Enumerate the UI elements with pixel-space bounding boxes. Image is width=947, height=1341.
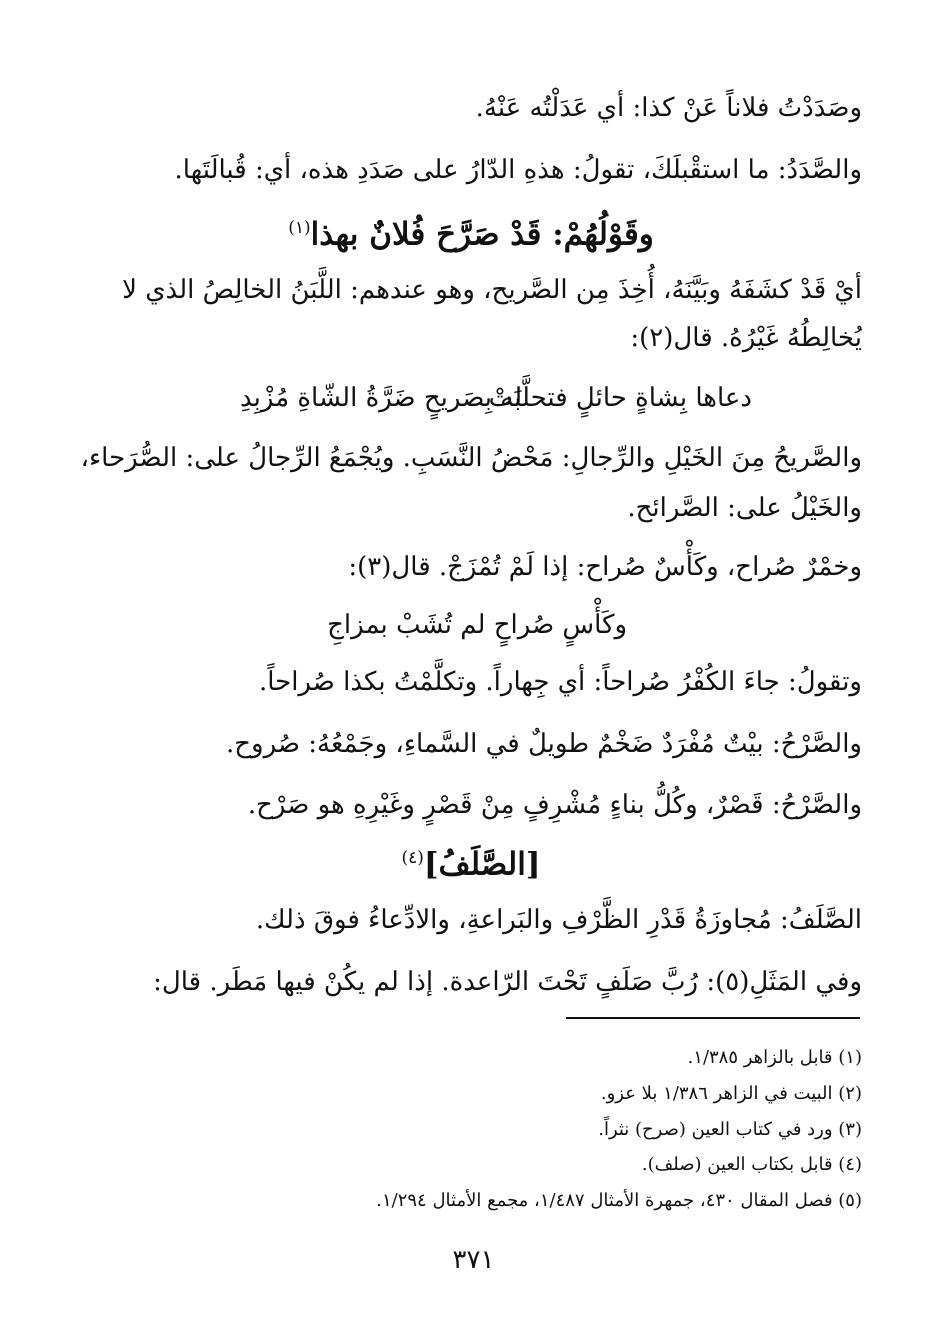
verse-hemistich-right: دعاها بِشاةٍ حائلٍ فتحلَّبَتْ bbox=[488, 383, 752, 413]
text-line: وتقولُ: جاءَ الكُفْرُ صُراحاً: أي جِهاراً. وتكلَّمْتُ بكذا صُراحاً. bbox=[258, 667, 862, 697]
text-line: أيْ قَدْ كشَفَهُ وبَيَّنَهُ، أُخِذَ مِن الصَّريح، وهو عندهم: اللَّبَنُ الخالِصُ الذي لا bbox=[122, 275, 862, 305]
text-line: والصَّرْحُ: قَصْرٌ، وكُلُّ بناءٍ مُشْرِفٍ مِنْ قَصْرٍ وغَيْرِهِ هو صَرْح. bbox=[247, 790, 862, 820]
section-heading-text: وقَوْلُهُمْ: قَدْ صَرَّحَ فُلانٌ بهذا bbox=[310, 216, 654, 253]
text-line: والصَّريحُ مِنَ الخَيْلِ والرِّجالِ: مَحْضُ النَّسَبِ. ويُجْمَعُ الرِّجالُ على: الصُّرَحاء، bbox=[80, 443, 862, 473]
footnote: (٤) قابل بكتاب العين (صلف). bbox=[641, 1154, 862, 1175]
text-line: وصَدَدْتُ فلاناً عَنْ كذا: أي عَدَلْتُه عَنْهُ. bbox=[475, 93, 862, 123]
text-line: يُخالِطُهُ غَيْرُهُ. قال(٢): bbox=[630, 323, 862, 353]
footnote-separator bbox=[566, 1017, 860, 1019]
footnote: (١) قابل بالزاهر ١/٣٨٥. bbox=[687, 1047, 862, 1068]
text-line: الصَّلَفُ: مُجاوزَةُ قَدْرِ الظَّرْفِ والبَراعةِ، والادِّعاءُ فوقَ ذلك. bbox=[255, 905, 862, 935]
footnote: (٥) فصل المقال ٤٣٠، جمهرة الأمثال ١/٤٨٧، مجمع الأمثال ١/٢٩٤. bbox=[376, 1190, 862, 1211]
footnote: (٣) ورد في كتاب العين (صرح) نثراً. bbox=[598, 1119, 862, 1140]
section-heading bbox=[80, 208, 862, 254]
text-line: والخَيْلُ على: الصَّرائح. bbox=[627, 493, 862, 523]
text-line: وفي المَثَلِ(٥): رُبَّ صَلَفٍ تَحْتَ الرّاعدة. إذا لم يكُنْ فيها مَطَر. قال: bbox=[153, 967, 862, 997]
footnote: (٢) البيت في الزاهر ١/٣٨٦ بلا عزو. bbox=[600, 1083, 862, 1104]
section-heading bbox=[80, 838, 862, 884]
footnote-ref: (١) bbox=[288, 218, 311, 238]
footnote-ref: (٤) bbox=[401, 848, 424, 868]
text-line: والصَّدَدُ: ما استقْبلَكَ، تقولُ: هذهِ الدّارُ على صَدَدِ هذه، أي: قُبالَتَها. bbox=[174, 155, 862, 185]
verse-hemistich-left: له بِصَريحٍ ضَرَّةُ الشّاةِ مُزْبِدِ bbox=[240, 383, 523, 413]
page-number: ٣٧١ bbox=[452, 1245, 495, 1275]
verse-line: وكَأْسٍ صُراحٍ لم تُشَبْ بمزاجِ bbox=[327, 610, 627, 640]
section-heading-text: [الصَّلَفُ] bbox=[423, 846, 541, 883]
text-line: وخمْرٌ صُراح، وكَأْسٌ صُراح: إذا لَمْ تُمْزَجْ. قال(٣): bbox=[348, 552, 862, 582]
text-line: والصَّرْحُ: بيْتٌ مُفْرَدٌ ضَخْمٌ طويلٌ في السَّماءِ، وجَمْعُهُ: صُروح. bbox=[225, 729, 862, 759]
